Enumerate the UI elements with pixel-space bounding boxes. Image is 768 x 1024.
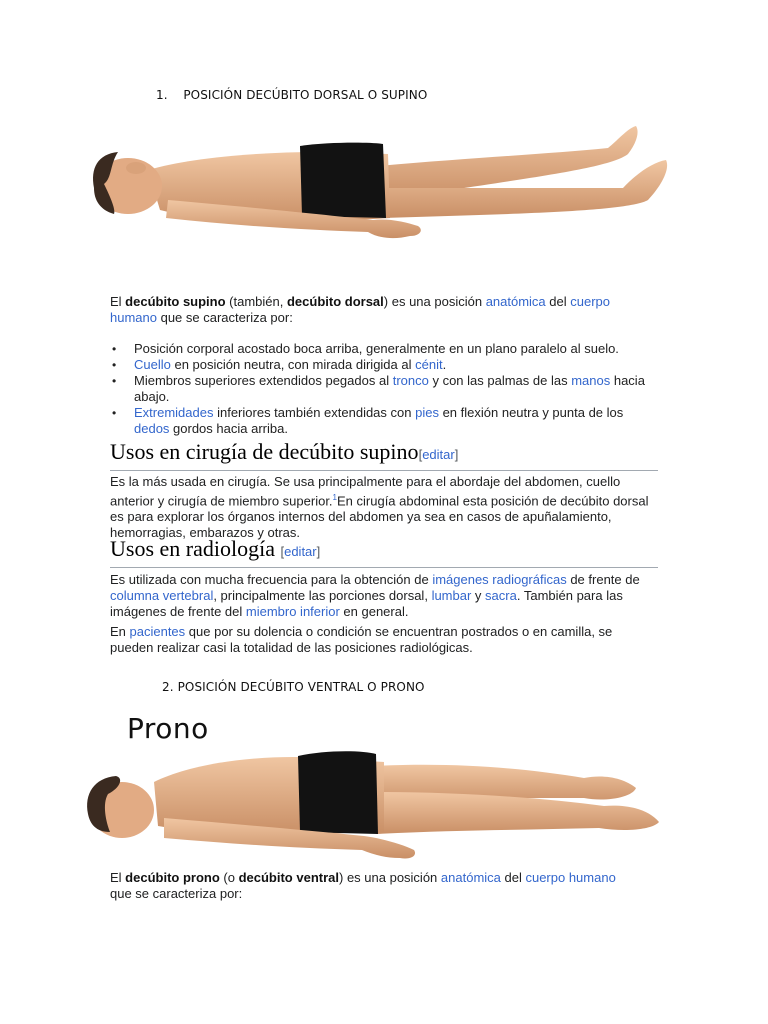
term-decubito-ventral: decúbito ventral — [238, 870, 339, 885]
term-decubito-dorsal: decúbito dorsal — [286, 294, 384, 309]
text: En — [110, 624, 130, 639]
link-tronco[interactable]: tronco — [392, 373, 429, 388]
link-cenit[interactable]: cénit — [415, 357, 443, 372]
bracket: [ — [418, 447, 423, 462]
link-cuerpo-humano[interactable]: cuerpo humano — [110, 294, 610, 325]
list-item — [110, 341, 650, 357]
cirugia-paragraph — [110, 474, 650, 541]
bracket: [ — [280, 544, 285, 559]
edit-section — [280, 544, 320, 559]
link-imagenes-radiograficas[interactable]: imágenes radiográficas — [432, 572, 567, 587]
section-2-heading — [162, 680, 425, 694]
link-anatomica[interactable]: anatómica — [485, 294, 546, 309]
link-cuello[interactable]: Cuello — [134, 357, 171, 372]
text: (o — [219, 870, 239, 885]
prone-intro-paragraph — [110, 870, 640, 902]
edit-link[interactable]: editar — [284, 544, 317, 559]
text: en general. — [339, 604, 409, 619]
heading-usos-cirugia — [110, 439, 658, 471]
text: El — [110, 294, 126, 309]
text: del — [545, 294, 571, 309]
text: El — [110, 870, 126, 885]
text: Es la más usada en cirugía. Se usa principalmente para el abordaje del abdomen, cuello anterior y cirugía de miembro superior. — [110, 474, 621, 509]
link-columna-vertebral[interactable]: columna vertebral — [110, 588, 214, 603]
text: que se caracteriza por: — [110, 886, 243, 901]
link-lumbar[interactable]: lumbar — [431, 588, 472, 603]
link-pacientes[interactable]: pacientes — [129, 624, 186, 639]
text: y — [471, 588, 486, 603]
link-sacra[interactable]: sacra — [485, 588, 517, 603]
text: . — [442, 357, 447, 372]
text: hacia abajo. — [134, 373, 645, 404]
section-1-number: 1. — [156, 88, 168, 102]
list-item — [110, 405, 650, 437]
supine-intro-paragraph — [110, 294, 640, 326]
text: . También para las imágenes de frente del — [110, 588, 623, 619]
term-decubito-supino: decúbito supino — [125, 294, 226, 309]
text: que se caracteriza por: — [156, 310, 293, 325]
section-1-title: POSICIÓN DECÚBITO DORSAL O SUPINO — [183, 88, 428, 102]
text: ) es una posición — [339, 870, 441, 885]
link-pies[interactable]: pies — [415, 405, 439, 420]
heading-title: Usos en cirugía de decúbito supino — [110, 439, 419, 464]
link-manos[interactable]: manos — [571, 373, 611, 388]
text: , principalmente las porciones dorsal, — [213, 588, 432, 603]
prono-figure-label: Prono — [127, 712, 209, 745]
term-decubito-prono: decúbito prono — [125, 870, 220, 885]
edit-section — [419, 447, 459, 462]
edit-link[interactable]: editar — [422, 447, 455, 462]
text: Es utilizada con mucha frecuencia para la obtención de — [110, 572, 433, 587]
bracket: ] — [316, 544, 321, 559]
text: en flexión neutra y punta de los — [438, 405, 624, 420]
text: del — [500, 870, 526, 885]
text: En cirugía abdominal esta posición de decúbito dorsal es para explorar los órganos internos del abdomen ya sea en casos de apuñalamiento, hemorragias, embarazos y otras. — [110, 493, 649, 541]
link-miembro-inferior[interactable]: miembro inferior — [245, 604, 340, 619]
list-item — [110, 373, 650, 405]
section-2-title: 2. POSICIÓN DECÚBITO VENTRAL O PRONO — [162, 680, 425, 694]
text: gordos hacia arriba. — [169, 421, 288, 436]
supine-body-illustration — [88, 118, 678, 260]
text: que por su dolencia o condición se encuentran postrados o en camilla, se pueden realizar casi la totalidad de las posiciones radiológicas. — [110, 624, 613, 655]
list-item — [110, 357, 650, 373]
radiologia-paragraph-1 — [110, 572, 650, 620]
text: ) es una posición — [383, 294, 486, 309]
link-extremidades[interactable]: Extremidades — [134, 405, 214, 420]
text: Miembros superiores extendidos pegados al — [134, 373, 393, 388]
link-cuerpo-humano[interactable]: cuerpo humano — [525, 870, 616, 885]
bracket: ] — [454, 447, 459, 462]
text: inferiores también extendidas con — [213, 405, 416, 420]
text: y con las palmas de las — [428, 373, 572, 388]
footnote-link[interactable]: 1 — [332, 493, 337, 502]
prone-body-illustration — [84, 748, 664, 866]
heading-title: Usos en radiología — [110, 536, 275, 561]
link-dedos[interactable]: dedos — [134, 421, 170, 436]
section-1-heading — [156, 88, 427, 102]
radiologia-paragraph-2 — [110, 624, 640, 656]
supine-characteristics-list — [110, 341, 650, 437]
link-anatomica[interactable]: anatómica — [440, 870, 501, 885]
text: (también, — [225, 294, 287, 309]
heading-usos-radiologia — [110, 536, 658, 568]
text: Posición corporal acostado boca arriba, generalmente en un plano paralelo al suelo. — [134, 341, 619, 356]
text: en posición neutra, con mirada dirigida al — [170, 357, 416, 372]
text: de frente de — [566, 572, 640, 587]
